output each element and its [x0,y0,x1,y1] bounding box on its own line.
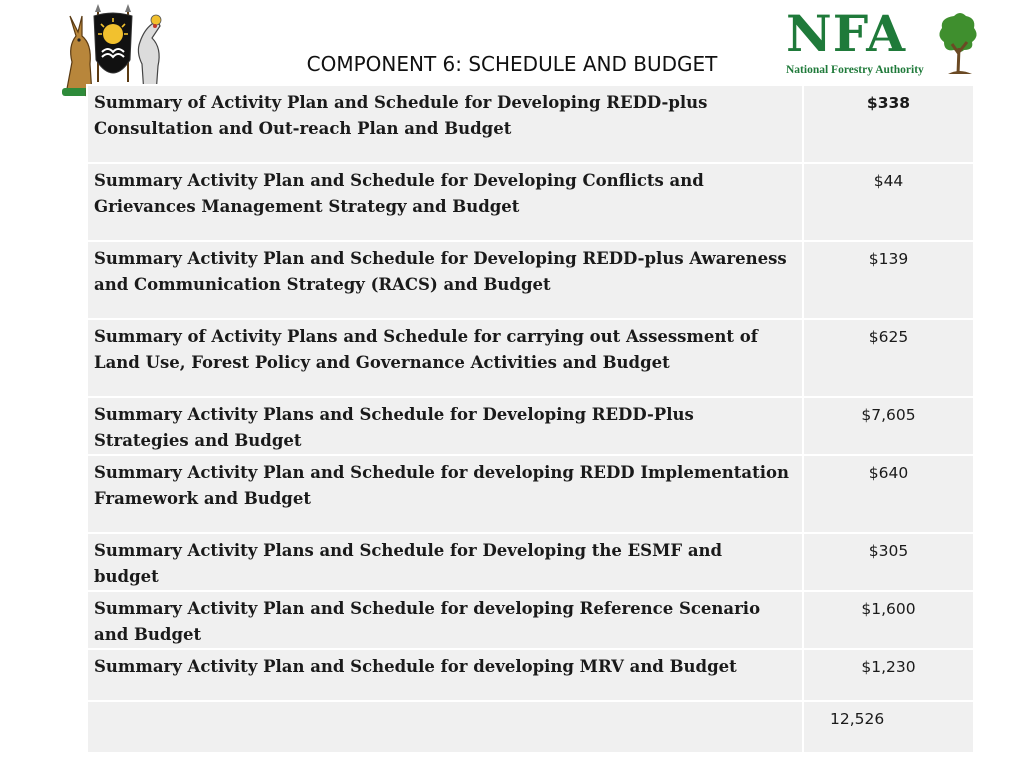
nfa-logo-letters: NFA [786,4,907,63]
activity-budget: $7,605 [803,397,974,455]
activity-budget: $640 [803,455,974,533]
nfa-logo-subtitle: National Forestry Authority [786,64,924,76]
activity-budget: $44 [803,163,974,241]
table-row [87,241,974,319]
activity-description: Summary of Activity Plans and Schedule for carrying out Assessment of Land Use, Forest Policy and Governance Activities and Budget [87,319,803,397]
activity-description: Summary of Activity Plan and Schedule for Developing REDD-plus Consultation and Out-reach Plan and Budget [87,85,803,163]
activity-budget: $139 [803,241,974,319]
activity-budget: $625 [803,319,974,397]
table-row [87,591,974,649]
table-row [87,163,974,241]
table-row [87,85,974,163]
table-row [87,455,974,533]
table-row [87,319,974,397]
table-row [87,533,974,591]
table-row [87,649,974,701]
activity-description: Summary Activity Plan and Schedule for developing MRV and Budget [87,649,803,701]
activity-budget: $305 [803,533,974,591]
activity-description: Summary Activity Plan and Schedule for Developing Conflicts and Grievances Management Strategy and Budget [87,163,803,241]
total-row [87,701,974,753]
total-label [87,701,803,753]
table-row [87,397,974,455]
total-budget: 12,526 [803,701,974,753]
activity-budget: $338 [803,85,974,163]
page-title: COMPONENT 6: SCHEDULE AND BUDGET [306,52,718,76]
activity-description: Summary Activity Plan and Schedule for Developing REDD-plus Awareness and Communication Strategy (RACS) and Budget [87,241,803,319]
activity-description: Summary Activity Plan and Schedule for developing REDD Implementation Framework and Budget [87,455,803,533]
activity-budget: $1,600 [803,591,974,649]
budget-table [86,84,975,754]
activity-description: Summary Activity Plans and Schedule for Developing REDD-Plus Strategies and Budget [87,397,803,455]
activity-description: Summary Activity Plans and Schedule for Developing the ESMF and budget [87,533,803,591]
activity-budget: $1,230 [803,649,974,701]
activity-description: Summary Activity Plan and Schedule for developing Reference Scenario and Budget [87,591,803,649]
